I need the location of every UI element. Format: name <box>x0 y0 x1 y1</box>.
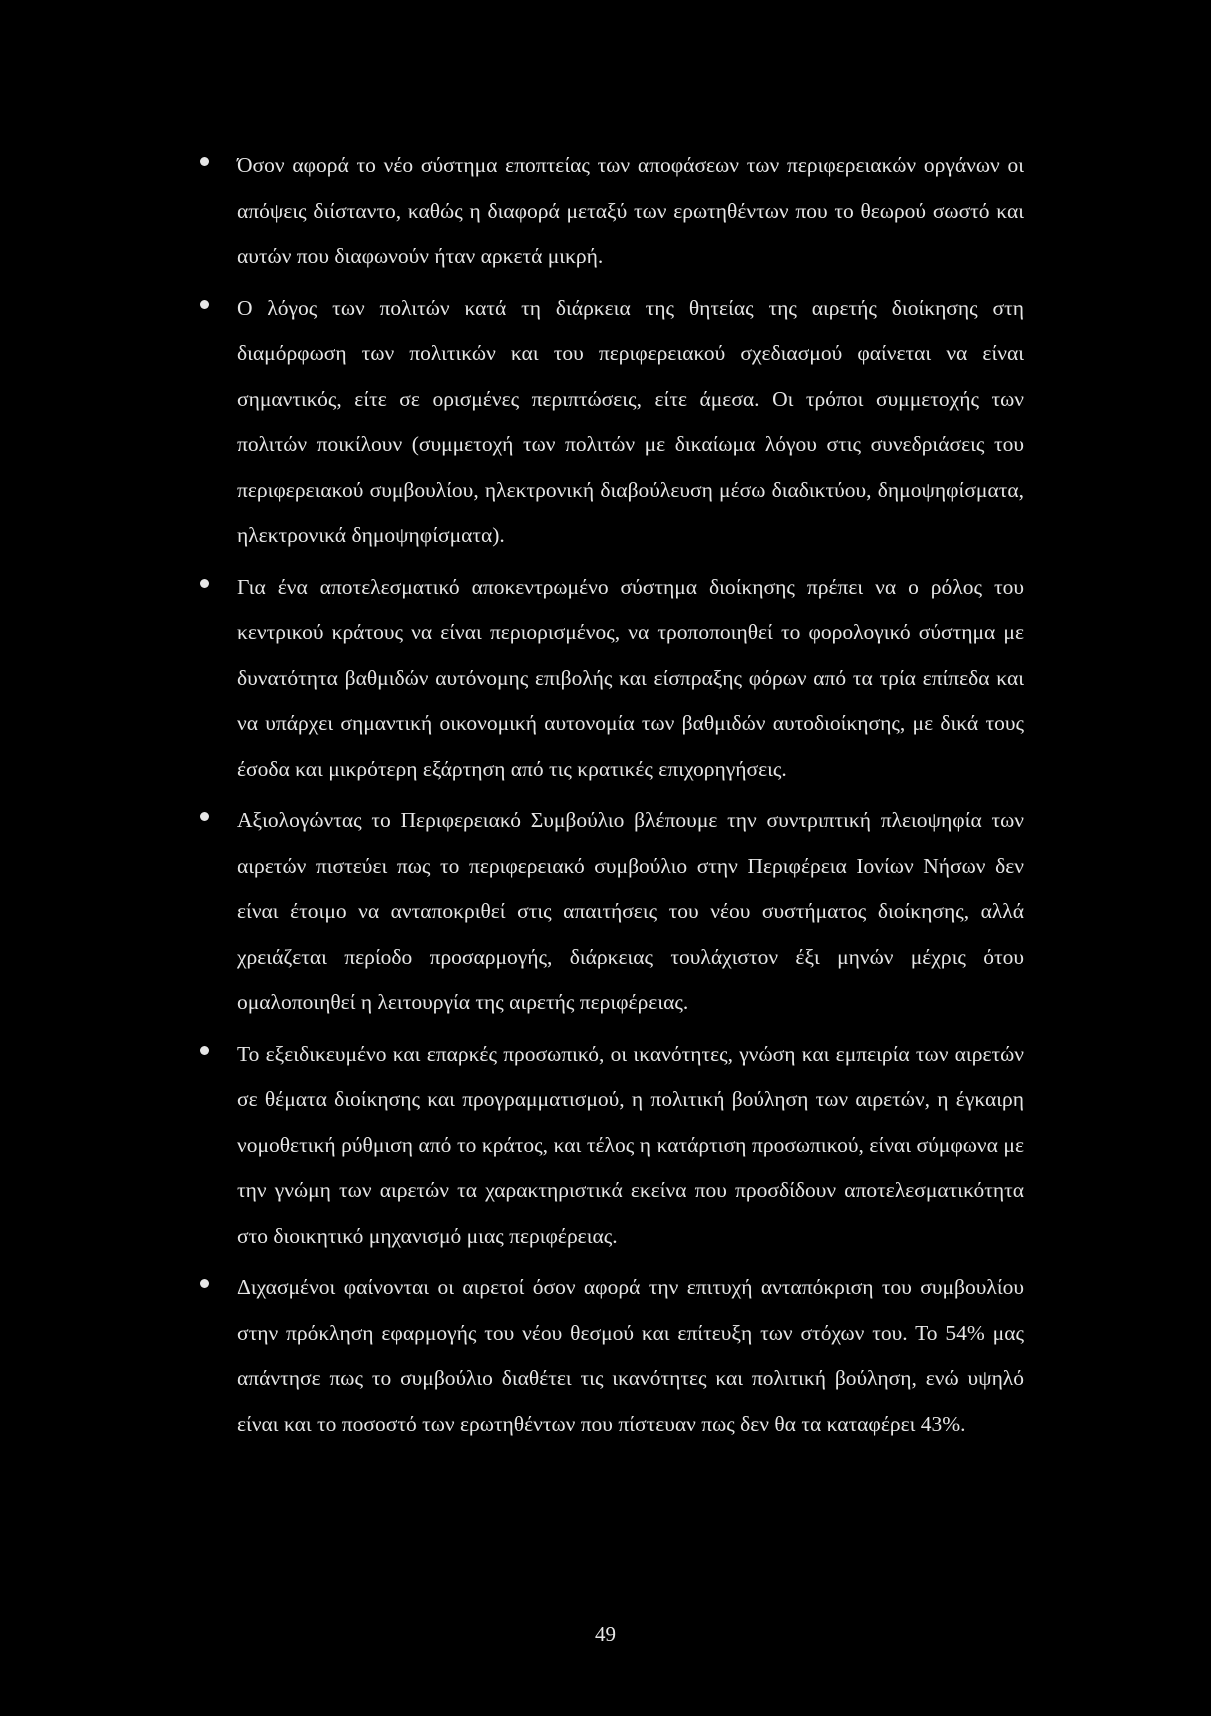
page-number: 49 <box>595 1622 616 1646</box>
paragraph: Όσον αφορά το νέο σύστημα εποπτείας των αποφάσεων των περιφερειακών οργάνων οι απόψεις διίσταντο, καθώς η διαφορά μεταξύ των ερωτηθέντων που το θεωρού σωστό και αυτών που διαφωνούν ήταν αρκετά μικρή. <box>237 153 1024 268</box>
paragraph: Αξιολογώντας το Περιφερειακό Συμβούλιο βλέπουμε την συντριπτική πλειοψηφία των αιρετών πιστεύει πως το περιφερειακό συμβούλιο στην Περιφέρεια Ιονίων Νήσων δεν είναι έτοιμο να ανταποκριθεί στις απαιτήσεις του νέου συστήματος διοίκησης, αλλά χρειάζεται περίοδο προσαρμογής, διάρκειας τουλάχιστον έξι μηνών μέχρις ότου ομαλοποιηθεί η λειτουργία της αιρετής περιφέρειας. <box>237 808 1024 1014</box>
list-item <box>237 286 1024 559</box>
bullet-icon <box>200 812 209 821</box>
list-item <box>237 1265 1024 1447</box>
paragraph: Το εξειδικευμένο και επαρκές προσωπικό, οι ικανότητες, γνώση και εμπειρία των αιρετών σε θέματα διοίκησης και προγραμματισμού, η πολιτική βούληση των αιρετών, η έγκαιρη νομοθετική ρύθμιση από το κράτος, και τέλος η κατάρτιση προσωπικού, είναι σύμφωνα με την γνώμη των αιρετών τα χαρακτηριστικά εκείνα που προσδίδουν αποτελεσματικότητα στο διοικητικό μηχανισμό μιας περιφέρειας. <box>237 1041 1024 1248</box>
list-item <box>237 565 1024 793</box>
bullet-icon <box>200 1046 209 1055</box>
bullet-icon <box>200 1279 209 1288</box>
bullet-icon <box>200 579 209 588</box>
list-item <box>237 1032 1024 1260</box>
list-item <box>237 798 1024 1026</box>
paragraph: Για ένα αποτελεσματικό αποκεντρωμένο σύστημα διοίκησης πρέπει να ο ρόλος του κεντρικού κράτους να είναι περιορισμένος, να τροποποιηθεί το φορολογικό σύστημα με δυνατότητα βαθμιδών αυτόνομης επιβολής και είσπραξης φόρων από τα τρία επίπεδα και να υπάρχει σημαντική οικονομική αυτονομία των βαθμιδών αυτοδιοίκησης, με δικά τους έσοδα και μικρότερη εξάρτηση από τις κρατικές επιχορηγήσεις. <box>237 574 1024 781</box>
bullet-icon <box>200 300 209 309</box>
bullet-icon <box>200 157 209 166</box>
bullet-list <box>237 143 1024 1453</box>
paragraph: Διχασμένοι φαίνονται οι αιρετοί όσον αφορά την επιτυχή ανταπόκριση του συμβουλίου στην πρόκληση εφαρμογής του νέου θεσμού και επίτευξη των στόχων του. Το 54% μας απάντησε πως το συμβούλιο διαθέτει τις ικανότητες και πολιτική βούληση, ενώ υψηλό είναι και το ποσοστό των ερωτηθέντων που πίστευαν πως δεν θα τα καταφέρει 43%. <box>237 1275 1024 1436</box>
list-item <box>237 143 1024 280</box>
paragraph: Ο λόγος των πολιτών κατά τη διάρκεια της θητείας της αιρετής διοίκησης στη διαμόρφωση των πολιτικών και του περιφερειακού σχεδιασμού φαίνεται να είναι σημαντικός, είτε σε ορισμένες περιπτώσεις, είτε άμεσα. Οι τρόποι συμμετοχής των πολιτών ποικίλουν (συμμετοχή των πολιτών με δικαίωμα λόγου στις συνεδριάσεις του περιφερειακού συμβουλίου, ηλεκτρονική διαβούλευση μέσω διαδικτύου, δημοψηφίσματα, ηλεκτρονικά δημοψηφίσματα). <box>237 295 1024 547</box>
